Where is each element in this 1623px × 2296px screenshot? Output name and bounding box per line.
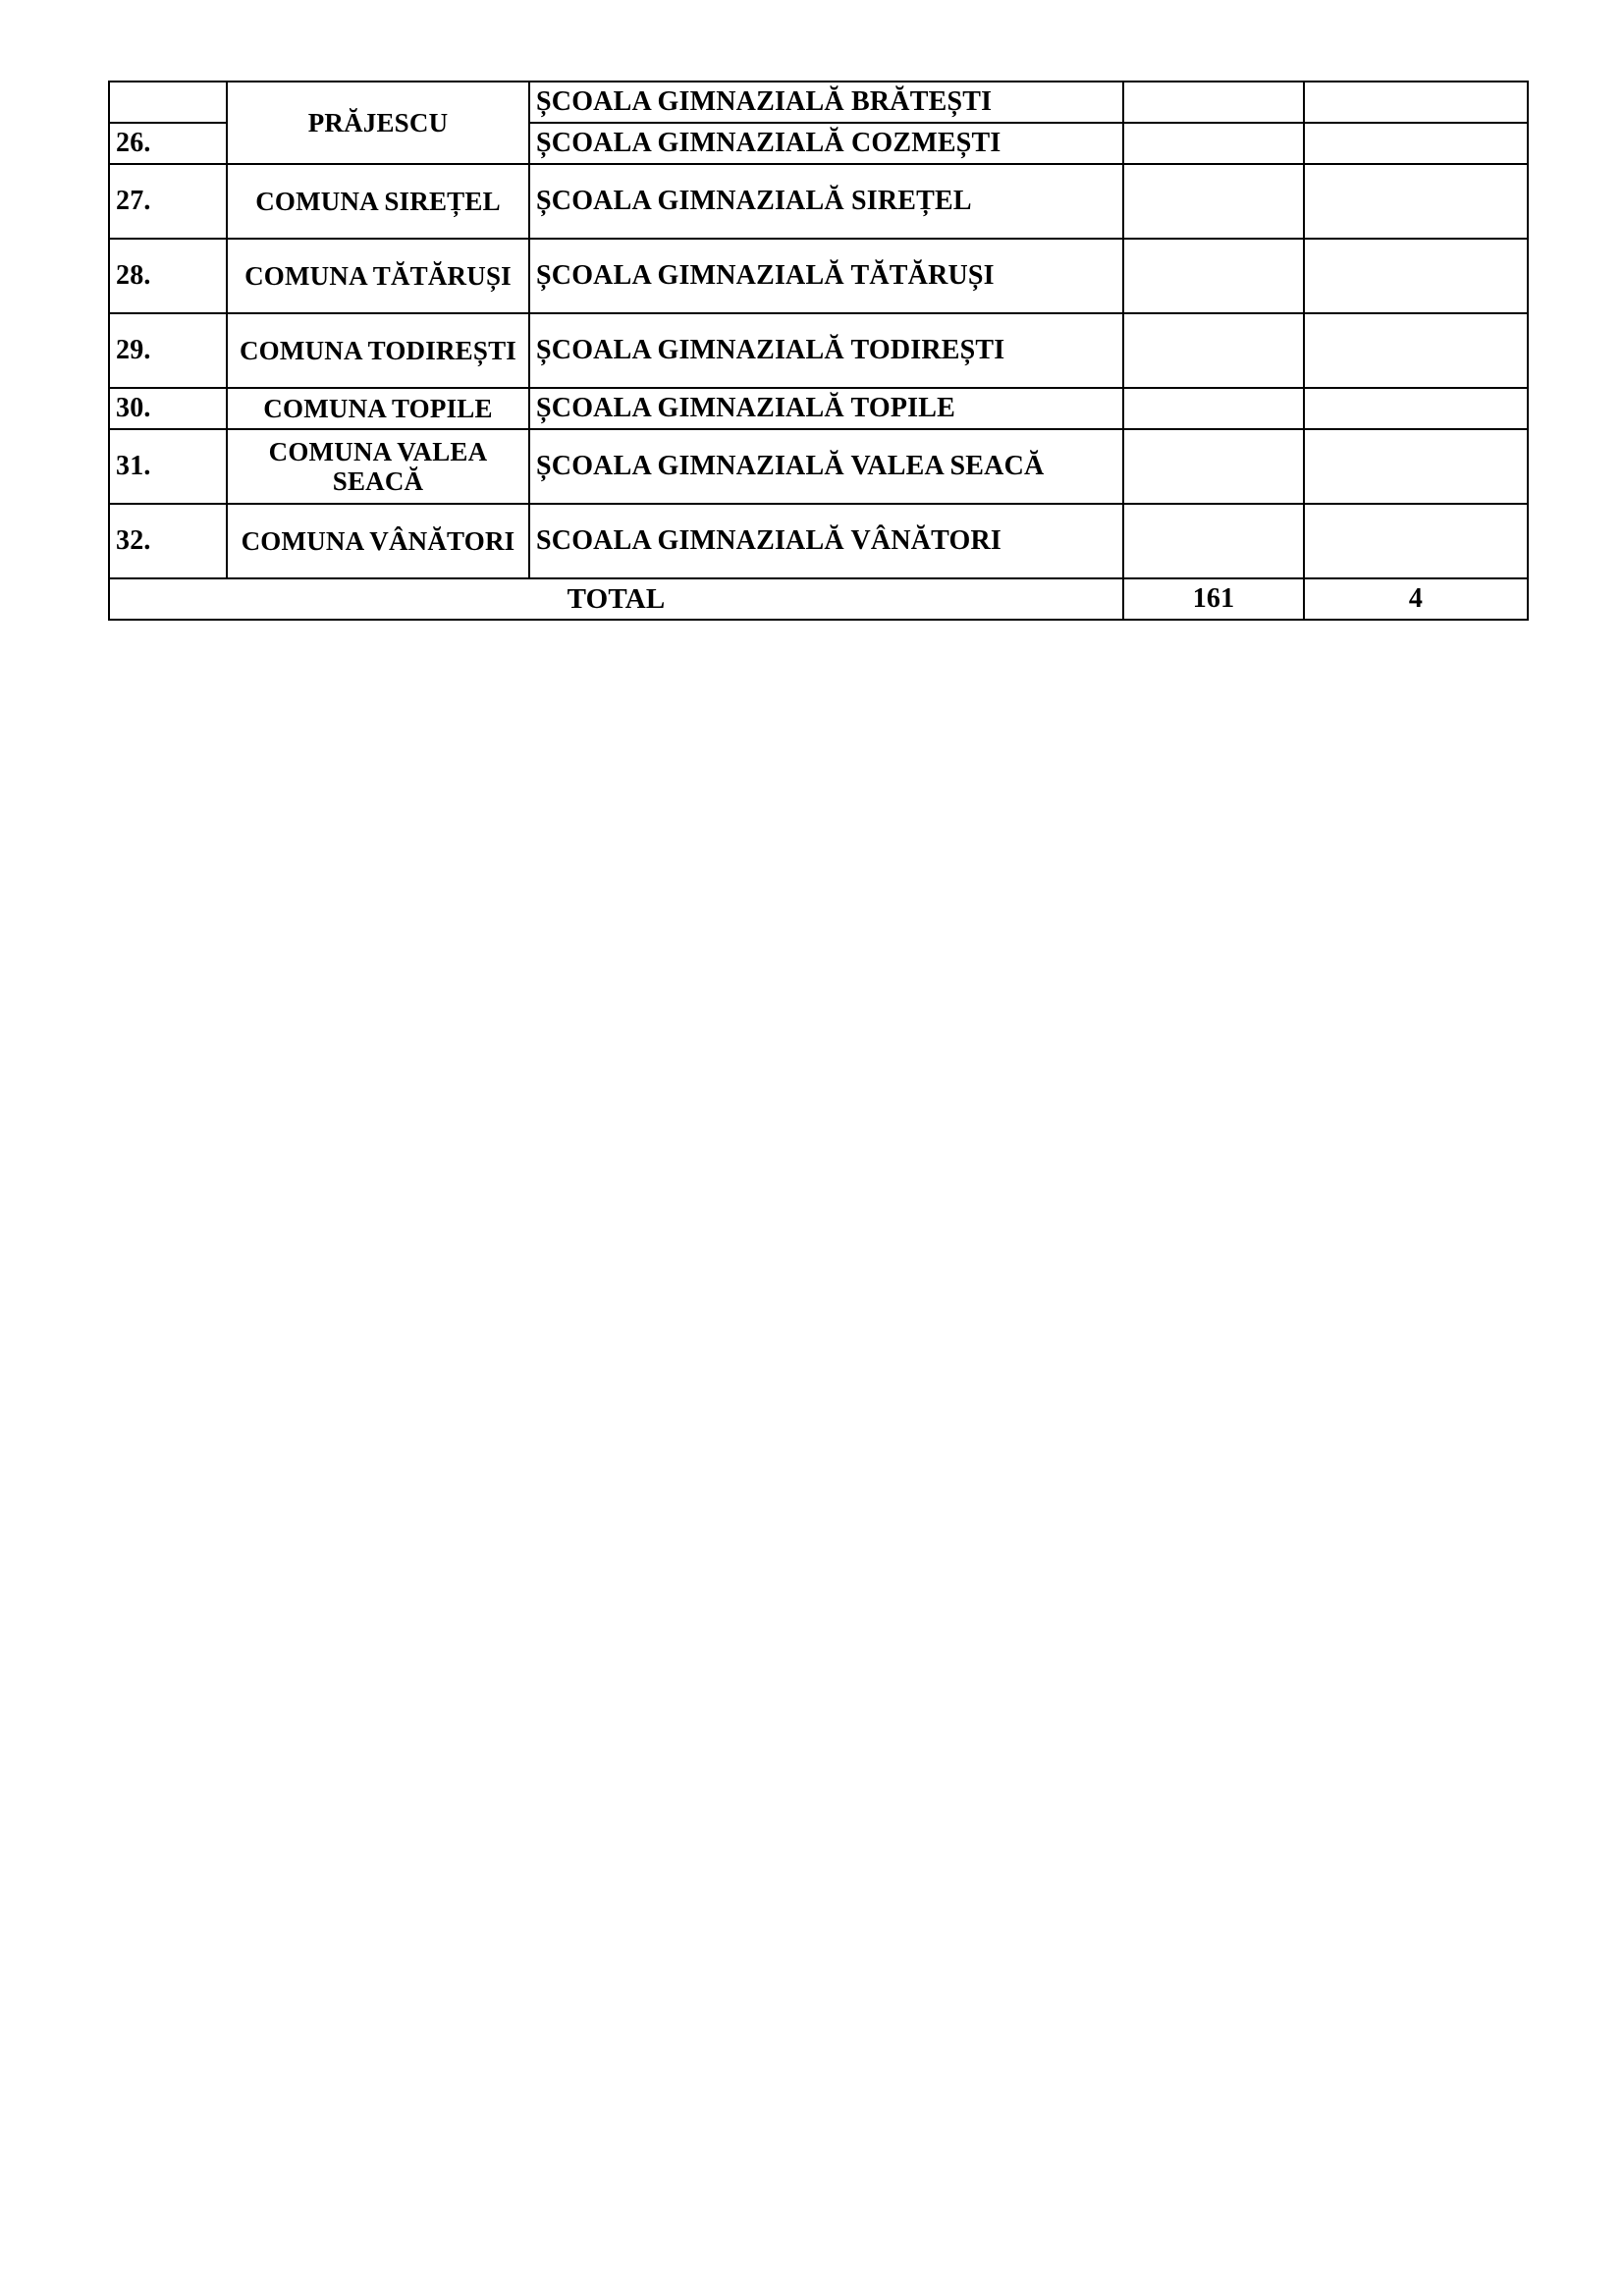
- cell-school-name: ȘCOALA GIMNAZIALĂ TOPILE: [529, 388, 1123, 429]
- cell-row-number: 28.: [109, 239, 227, 313]
- cell-school-name: ȘCOALA GIMNAZIALĂ TODIREȘTI: [529, 313, 1123, 388]
- schools-table: [108, 81, 1529, 621]
- cell-value-1: [1123, 504, 1304, 578]
- cell-value-2: [1304, 123, 1528, 164]
- cell-value-1: [1123, 164, 1304, 239]
- cell-value-2: [1304, 429, 1528, 504]
- cell-school-name: ȘCOALA GIMNAZIALĂ BRĂTEȘTI: [529, 82, 1123, 123]
- total-value-1: 161: [1123, 578, 1304, 620]
- cell-row-number: 27.: [109, 164, 227, 239]
- cell-value-1: [1123, 313, 1304, 388]
- table-row: [109, 388, 1528, 429]
- cell-school-name: ȘCOALA GIMNAZIALĂ COZMEȘTI: [529, 123, 1123, 164]
- cell-value-2: [1304, 239, 1528, 313]
- cell-commune: PRĂJESCU: [227, 82, 529, 164]
- cell-row-number: 26.: [109, 123, 227, 164]
- total-label: TOTAL: [109, 578, 1123, 620]
- table-row: [109, 82, 1528, 123]
- cell-row-number: 31.: [109, 429, 227, 504]
- cell-commune: COMUNA TOPILE: [227, 388, 529, 429]
- cell-row-number: 30.: [109, 388, 227, 429]
- table-row-total: [109, 578, 1528, 620]
- cell-value-1: [1123, 82, 1304, 123]
- cell-school-name: SCOALA GIMNAZIALĂ VÂNĂTORI: [529, 504, 1123, 578]
- cell-value-1: [1123, 239, 1304, 313]
- cell-row-number: [109, 82, 227, 123]
- cell-value-1: [1123, 429, 1304, 504]
- cell-commune: COMUNA TODIREȘTI: [227, 313, 529, 388]
- cell-commune: COMUNA SIREȚEL: [227, 164, 529, 239]
- cell-row-number: 29.: [109, 313, 227, 388]
- cell-value-2: [1304, 164, 1528, 239]
- total-value-2: 4: [1304, 578, 1528, 620]
- table-body: [109, 82, 1528, 620]
- cell-school-name: ȘCOALA GIMNAZIALĂ SIREȚEL: [529, 164, 1123, 239]
- table-row: [109, 504, 1528, 578]
- cell-value-2: [1304, 504, 1528, 578]
- table-row: [109, 429, 1528, 504]
- cell-row-number: 32.: [109, 504, 227, 578]
- cell-commune: COMUNA TĂTĂRUȘI: [227, 239, 529, 313]
- cell-value-1: [1123, 123, 1304, 164]
- table-row: [109, 239, 1528, 313]
- cell-value-1: [1123, 388, 1304, 429]
- cell-value-2: [1304, 313, 1528, 388]
- cell-school-name: ȘCOALA GIMNAZIALĂ TĂTĂRUȘI: [529, 239, 1123, 313]
- cell-commune: COMUNA VÂNĂTORI: [227, 504, 529, 578]
- cell-value-2: [1304, 82, 1528, 123]
- table-row: [109, 313, 1528, 388]
- table-container: [108, 81, 1527, 621]
- table-row: [109, 164, 1528, 239]
- cell-commune: COMUNA VALEA SEACĂ: [227, 429, 529, 504]
- cell-value-2: [1304, 388, 1528, 429]
- cell-school-name: ȘCOALA GIMNAZIALĂ VALEA SEACĂ: [529, 429, 1123, 504]
